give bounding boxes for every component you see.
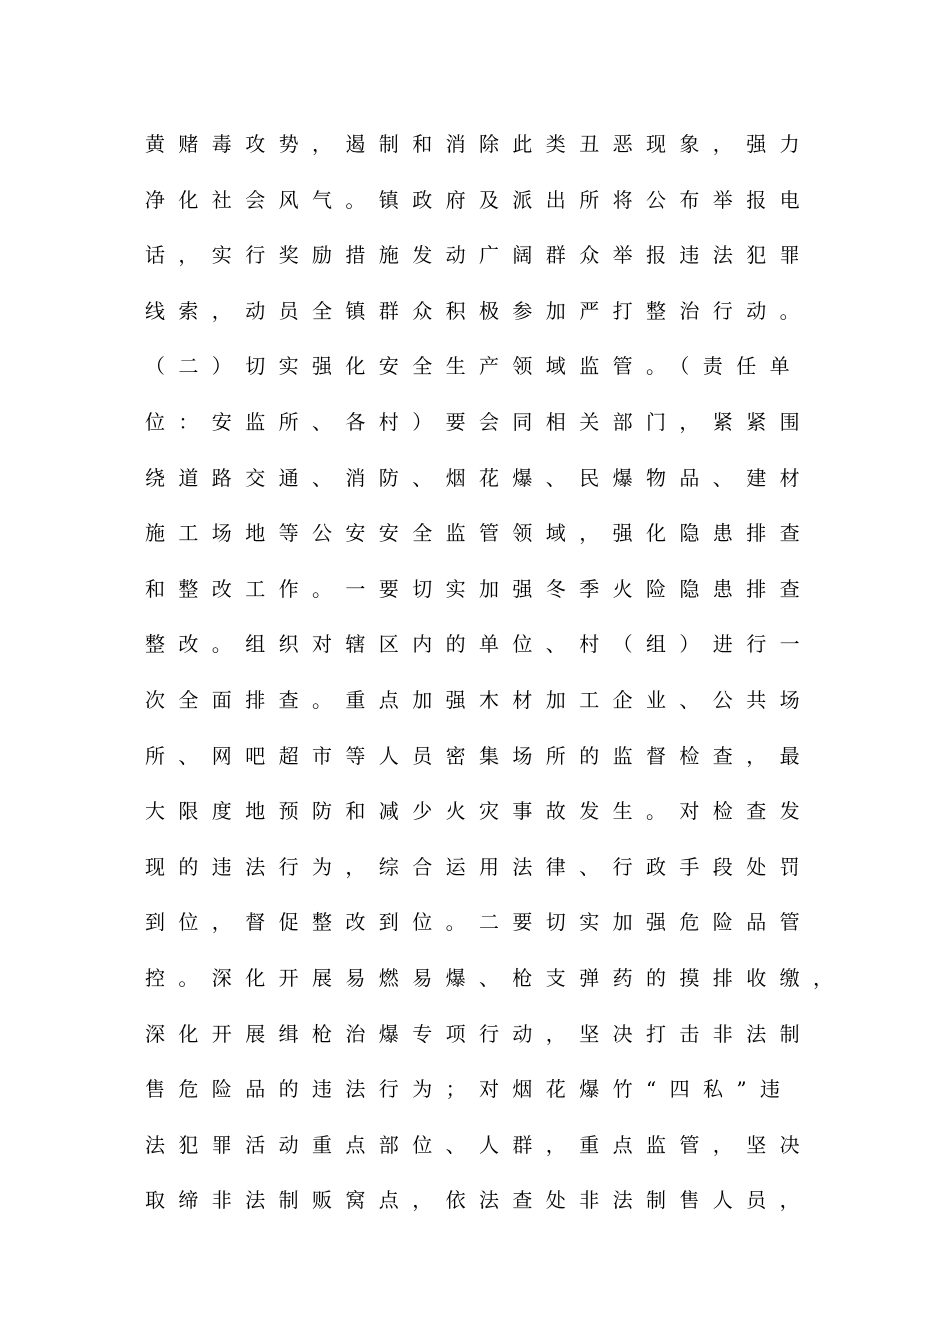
text-line: 位：安监所、各村）要会同相关部门，紧紧围 (145, 409, 813, 434)
text-line: 净化社会风气。镇政府及派出所将公布举报电 (145, 187, 813, 212)
text-line: （二）切实强化安全生产领域监管。（责任单 (145, 354, 803, 379)
text-line: 整改。组织对辖区内的单位、村（组）进行一 (145, 632, 813, 657)
text-line: 施工场地等公安安全监管领域，强化隐患排查 (145, 521, 813, 546)
text-line: 大限度地预防和减少火灾事故发生。对检查发 (145, 799, 813, 824)
text-line: 话，实行奖励措施发动广阔群众举报违法犯罪 (145, 243, 813, 268)
text-line: 法犯罪活动重点部位、人群，重点监管，坚决 (145, 1132, 813, 1157)
text-line: 售危险品的违法行为；对烟花爆竹“四私”违 (145, 1077, 794, 1102)
text-line: 所、网吧超市等人员密集场所的监督检查，最 (145, 743, 813, 768)
text-line: 深化开展缉枪治爆专项行动，坚决打击非法制 (145, 1021, 813, 1046)
text-line: 黄赌毒攻势，遏制和消除此类丑恶现象，强力 (145, 132, 813, 156)
text-line: 到位，督促整改到位。二要切实加强危险品管 (145, 910, 813, 935)
text-line: 控。深化开展易燃易爆、枪支弹药的摸排收缴， (145, 965, 847, 990)
text-line: 次全面排查。重点加强木材加工企业、公共场 (145, 687, 813, 712)
text-line: 现的违法行为，综合运用法律、行政手段处罚 (145, 854, 813, 879)
text-line: 线索，动员全镇群众积极参加严打整治行动。 (145, 298, 813, 323)
body-text (145, 128, 845, 1240)
text-line: 绕道路交通、消防、烟花爆、民爆物品、建材 (145, 465, 813, 490)
text-line: 和整改工作。一要切实加强冬季火险隐患排查 (145, 576, 813, 601)
text-line: 取缔非法制贩窝点，依法查处非法制售人员， (145, 1188, 813, 1213)
